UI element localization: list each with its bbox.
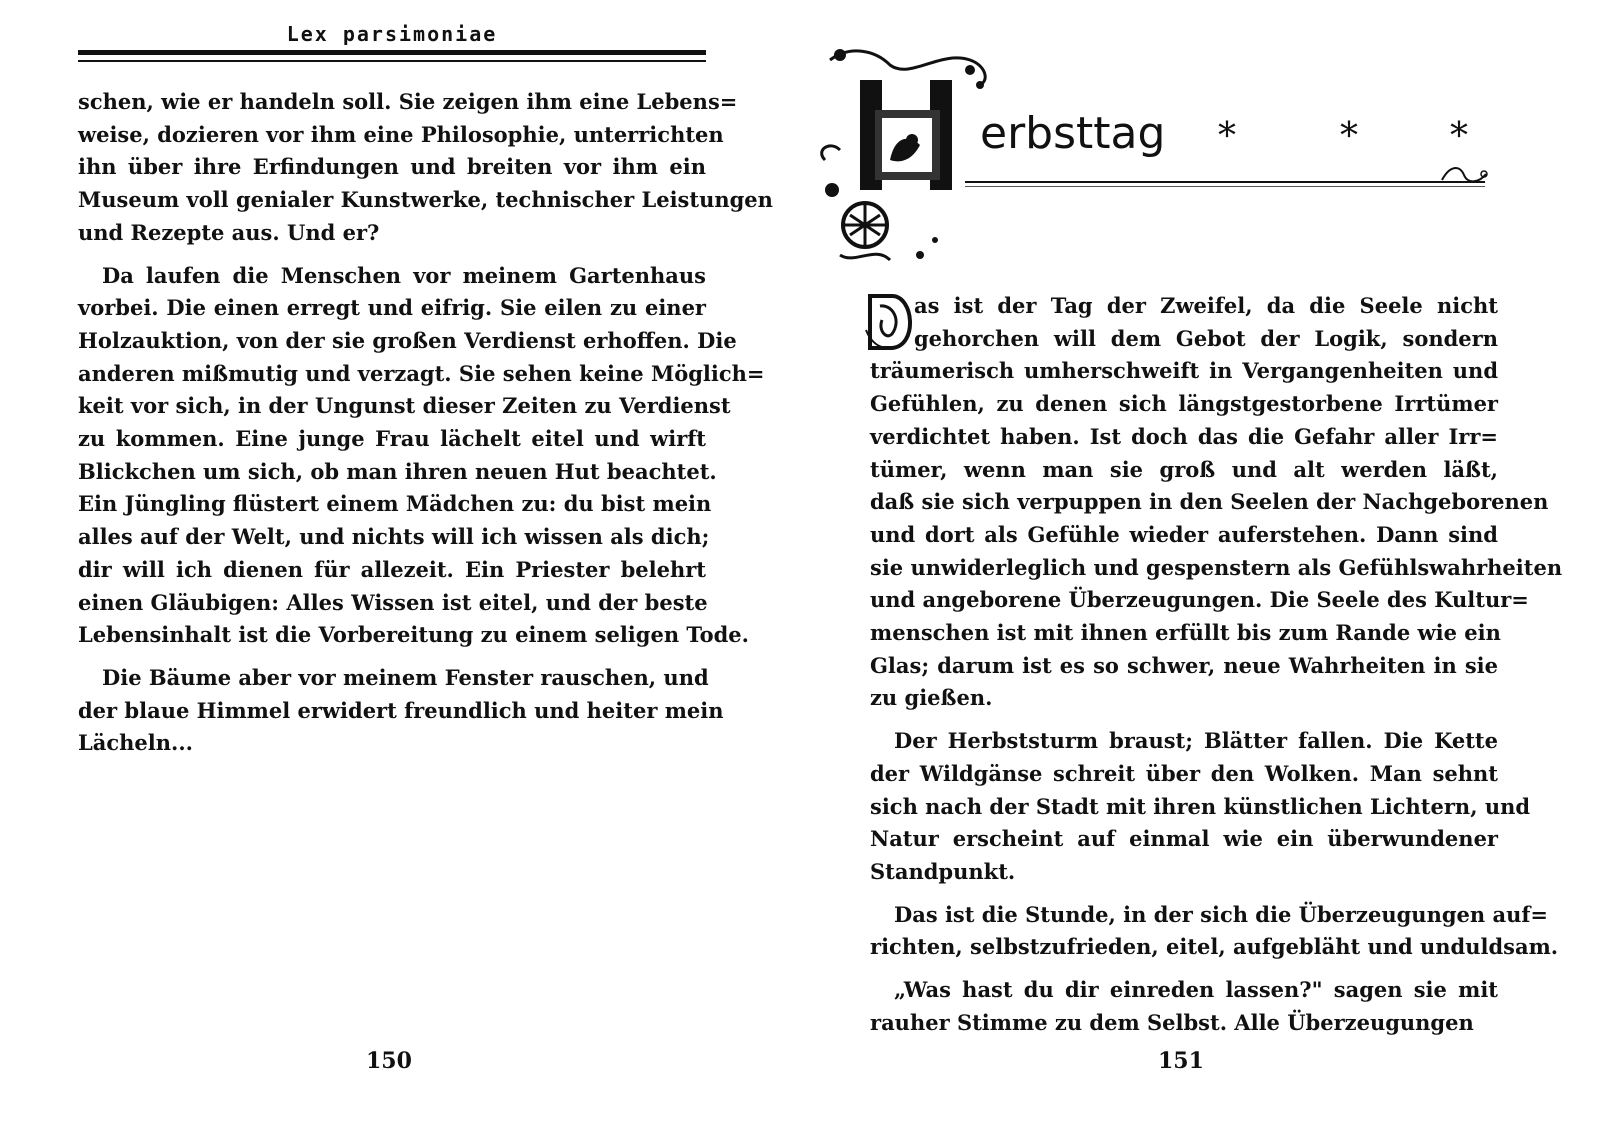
paragraph (870, 290, 1563, 715)
text-line: daß sie sich verpuppen in den Seelen der Nachgeborenen (870, 489, 1549, 515)
text-line: weise, dozieren vor ihm eine Philosophie, unterrichten (78, 121, 724, 147)
text-line: Gefühlen, zu denen sich längstgestorbene Irrtümer (870, 391, 1498, 417)
header-rule-thick (78, 50, 706, 55)
text-line: der Wildgänse schreit über den Wolken. Man sehnt (870, 760, 1498, 786)
text-line: anderen mißmutig und verzagt. Sie sehen keine Möglich= (78, 360, 765, 386)
text-line: sie unwiderleglich und gespenstern als Gefühlswahrheiten (870, 554, 1563, 580)
paragraph (870, 899, 1559, 964)
text-line: sich nach der Stadt mit ihren künstlichen Lichtern, und (870, 793, 1531, 819)
text-line: Der Herbststurm braust; Blätter fallen. Die Kette (894, 728, 1498, 754)
flourish-icon (1440, 160, 1490, 188)
text-line: träumerisch umherschweift in Vergangenheiten und (870, 358, 1498, 384)
text-line: ihn über ihre Erfindungen und breiten vor ihm ein (78, 154, 706, 180)
text-line: „Was hast du dir einreden lassen?" sagen sie mit (894, 977, 1498, 1003)
chapter-title: erbsttag (980, 108, 1166, 159)
ornamental-initial-h-icon (820, 40, 990, 270)
text-line: as ist der Tag der Zweifel, da die Seele nicht (914, 293, 1498, 318)
text-line: und angeborene Überzeugungen. Die Seele des Kultur= (870, 587, 1529, 613)
text-line: vorbei. Die einen erregt und eifrig. Sie eilen zu einer (78, 295, 706, 321)
text-line: rauher Stimme zu dem Selbst. Alle Überzeugungen (870, 1009, 1474, 1035)
text-line: richten, selbstzufrieden, eitel, aufgebläht und unduldsam. (870, 934, 1559, 960)
right-body-text (870, 290, 1563, 1049)
running-head: Lex parsimoniae (286, 22, 498, 46)
paragraph (870, 974, 1498, 1039)
text-line: verdichtet haben. Ist doch das die Gefahr aller Irr= (870, 423, 1498, 449)
text-line: Die Bäume aber vor meinem Fenster rauschen, und (102, 664, 709, 690)
paragraph (870, 725, 1531, 889)
paragraph (78, 260, 765, 652)
right-page (800, 0, 1600, 1141)
title-rule-thin (965, 186, 1485, 187)
page-number-right: 151 (1158, 1048, 1204, 1074)
paragraph (78, 662, 724, 760)
text-line: Glas; darum ist es so schwer, neue Wahrheiten in sie (870, 652, 1498, 678)
text-line: Lächeln... (78, 730, 193, 756)
text-line: Lebensinhalt ist die Vorbereitung zu einem seligen Tode. (78, 622, 749, 648)
ornament-star: * (1340, 116, 1358, 157)
left-page (0, 0, 790, 1141)
text-line: dir will ich dienen für allezeit. Ein Priester belehrt (78, 556, 706, 582)
text-line: Holzauktion, von der sie großen Verdienst erhoffen. Die (78, 327, 737, 353)
text-line: einen Gläubigen: Alles Wissen ist eitel, und der beste (78, 589, 708, 615)
header-rule-thin (78, 60, 706, 62)
text-line: Natur erscheint auf einmal wie ein überwundener (870, 826, 1498, 852)
text-line: Museum voll genialer Kunstwerke, technischer Leistungen (78, 187, 773, 213)
page-number-left: 150 (366, 1048, 412, 1074)
title-rule (965, 181, 1485, 183)
ornament-star: * (1450, 116, 1468, 157)
text-line: Standpunkt. (870, 858, 1016, 884)
text-line: und Rezepte aus. Und er? (78, 219, 380, 245)
text-line: Da laufen die Menschen vor meinem Gartenhaus (102, 262, 706, 288)
text-line: zu gießen. (870, 685, 993, 711)
paragraph (78, 86, 773, 250)
ornament-star: * (1218, 116, 1236, 157)
text-line: und dort als Gefühle wieder auferstehen. Dann sind (870, 521, 1498, 547)
text-line: zu kommen. Eine junge Frau lächelt eitel und wirft (78, 426, 706, 452)
text-line: Blickchen um sich, ob man ihren neuen Hut beachtet. (78, 458, 717, 484)
text-line: gehorchen will dem Gebot der Logik, sondern (914, 325, 1498, 351)
text-line: Ein Jüngling flüstert einem Mädchen zu: du bist mein (78, 491, 712, 517)
text-line: keit vor sich, in der Ungunst dieser Zeiten zu Verdienst (78, 393, 731, 419)
text-line: Das ist die Stunde, in der sich die Überzeugungen auf= (894, 901, 1548, 927)
text-line: der blaue Himmel erwidert freundlich und heiter mein (78, 697, 724, 723)
text-line: schen, wie er handeln soll. Sie zeigen ihm eine Lebens= (78, 89, 738, 114)
text-line: menschen ist mit ihnen erfüllt bis zum Rande wie ein (870, 620, 1501, 646)
left-body-text (78, 86, 773, 770)
text-line: alles auf der Welt, und nichts will ich wissen als dich; (78, 524, 710, 550)
text-line: tümer, wenn man sie groß und alt werden läßt, (870, 456, 1498, 482)
